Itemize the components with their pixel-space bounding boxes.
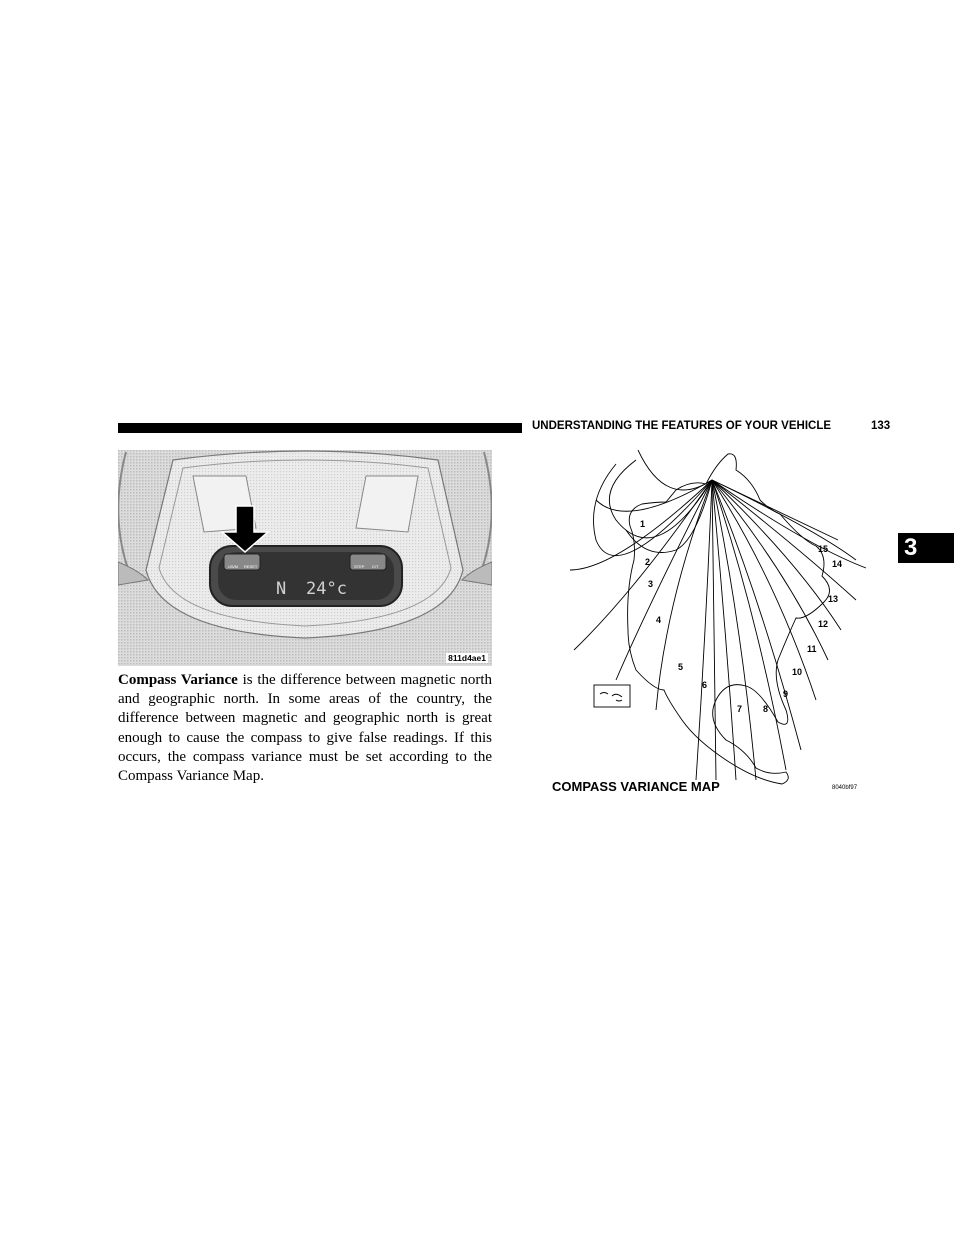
zone-label-3: 3 xyxy=(648,579,654,589)
zone-label-13: 13 xyxy=(828,594,839,604)
zone-label-11: 11 xyxy=(807,644,817,654)
header-rule xyxy=(118,423,522,433)
photo-image-code: 811d4ae1 xyxy=(448,653,486,663)
compass-heading-readout: N xyxy=(276,579,287,599)
compass-variance-map xyxy=(556,450,876,800)
zone-label-5: 5 xyxy=(678,662,684,672)
map-image-code: 8040bf97 xyxy=(832,785,858,791)
zone-label-9: 9 xyxy=(783,689,789,699)
zone-label-8: 8 xyxy=(763,704,769,714)
zone-label-12: 12 xyxy=(818,619,829,629)
zone-label-6: 6 xyxy=(702,680,708,690)
compass-variance-term: Compass Variance xyxy=(118,672,238,688)
button-label-reset: RESET xyxy=(244,564,258,569)
overhead-console-photo xyxy=(118,450,492,666)
temperature-readout: 24°c xyxy=(306,579,347,599)
zone-label-2: 2 xyxy=(645,557,651,567)
page-number: 133 xyxy=(871,420,891,432)
zone-label-10: 10 xyxy=(792,667,803,677)
compass-variance-body: is the difference between magnetic north and geographic north. In some areas of the country, the difference between magnetic and geographic north is great enough to cause the compass to give false readings. If this occurs, the compass variance must be set according to the Compass Variance Map. xyxy=(118,672,492,785)
button-label-c-t: C/T xyxy=(372,564,379,569)
button-label-step: STEP xyxy=(354,564,365,569)
zone-label-7: 7 xyxy=(737,704,743,714)
compass-variance-paragraph xyxy=(118,671,492,786)
zone-label-15: 15 xyxy=(818,544,829,554)
chapter-tab: 3 xyxy=(898,533,954,563)
zone-label-1: 1 xyxy=(640,519,646,529)
zone-label-14: 14 xyxy=(832,559,843,569)
button-label-us-m: US/M xyxy=(228,564,238,569)
zone-label-4: 4 xyxy=(656,615,662,625)
section-title: UNDERSTANDING THE FEATURES OF YOUR VEHICLE xyxy=(532,420,832,432)
map-title: COMPASS VARIANCE MAP xyxy=(552,779,720,794)
